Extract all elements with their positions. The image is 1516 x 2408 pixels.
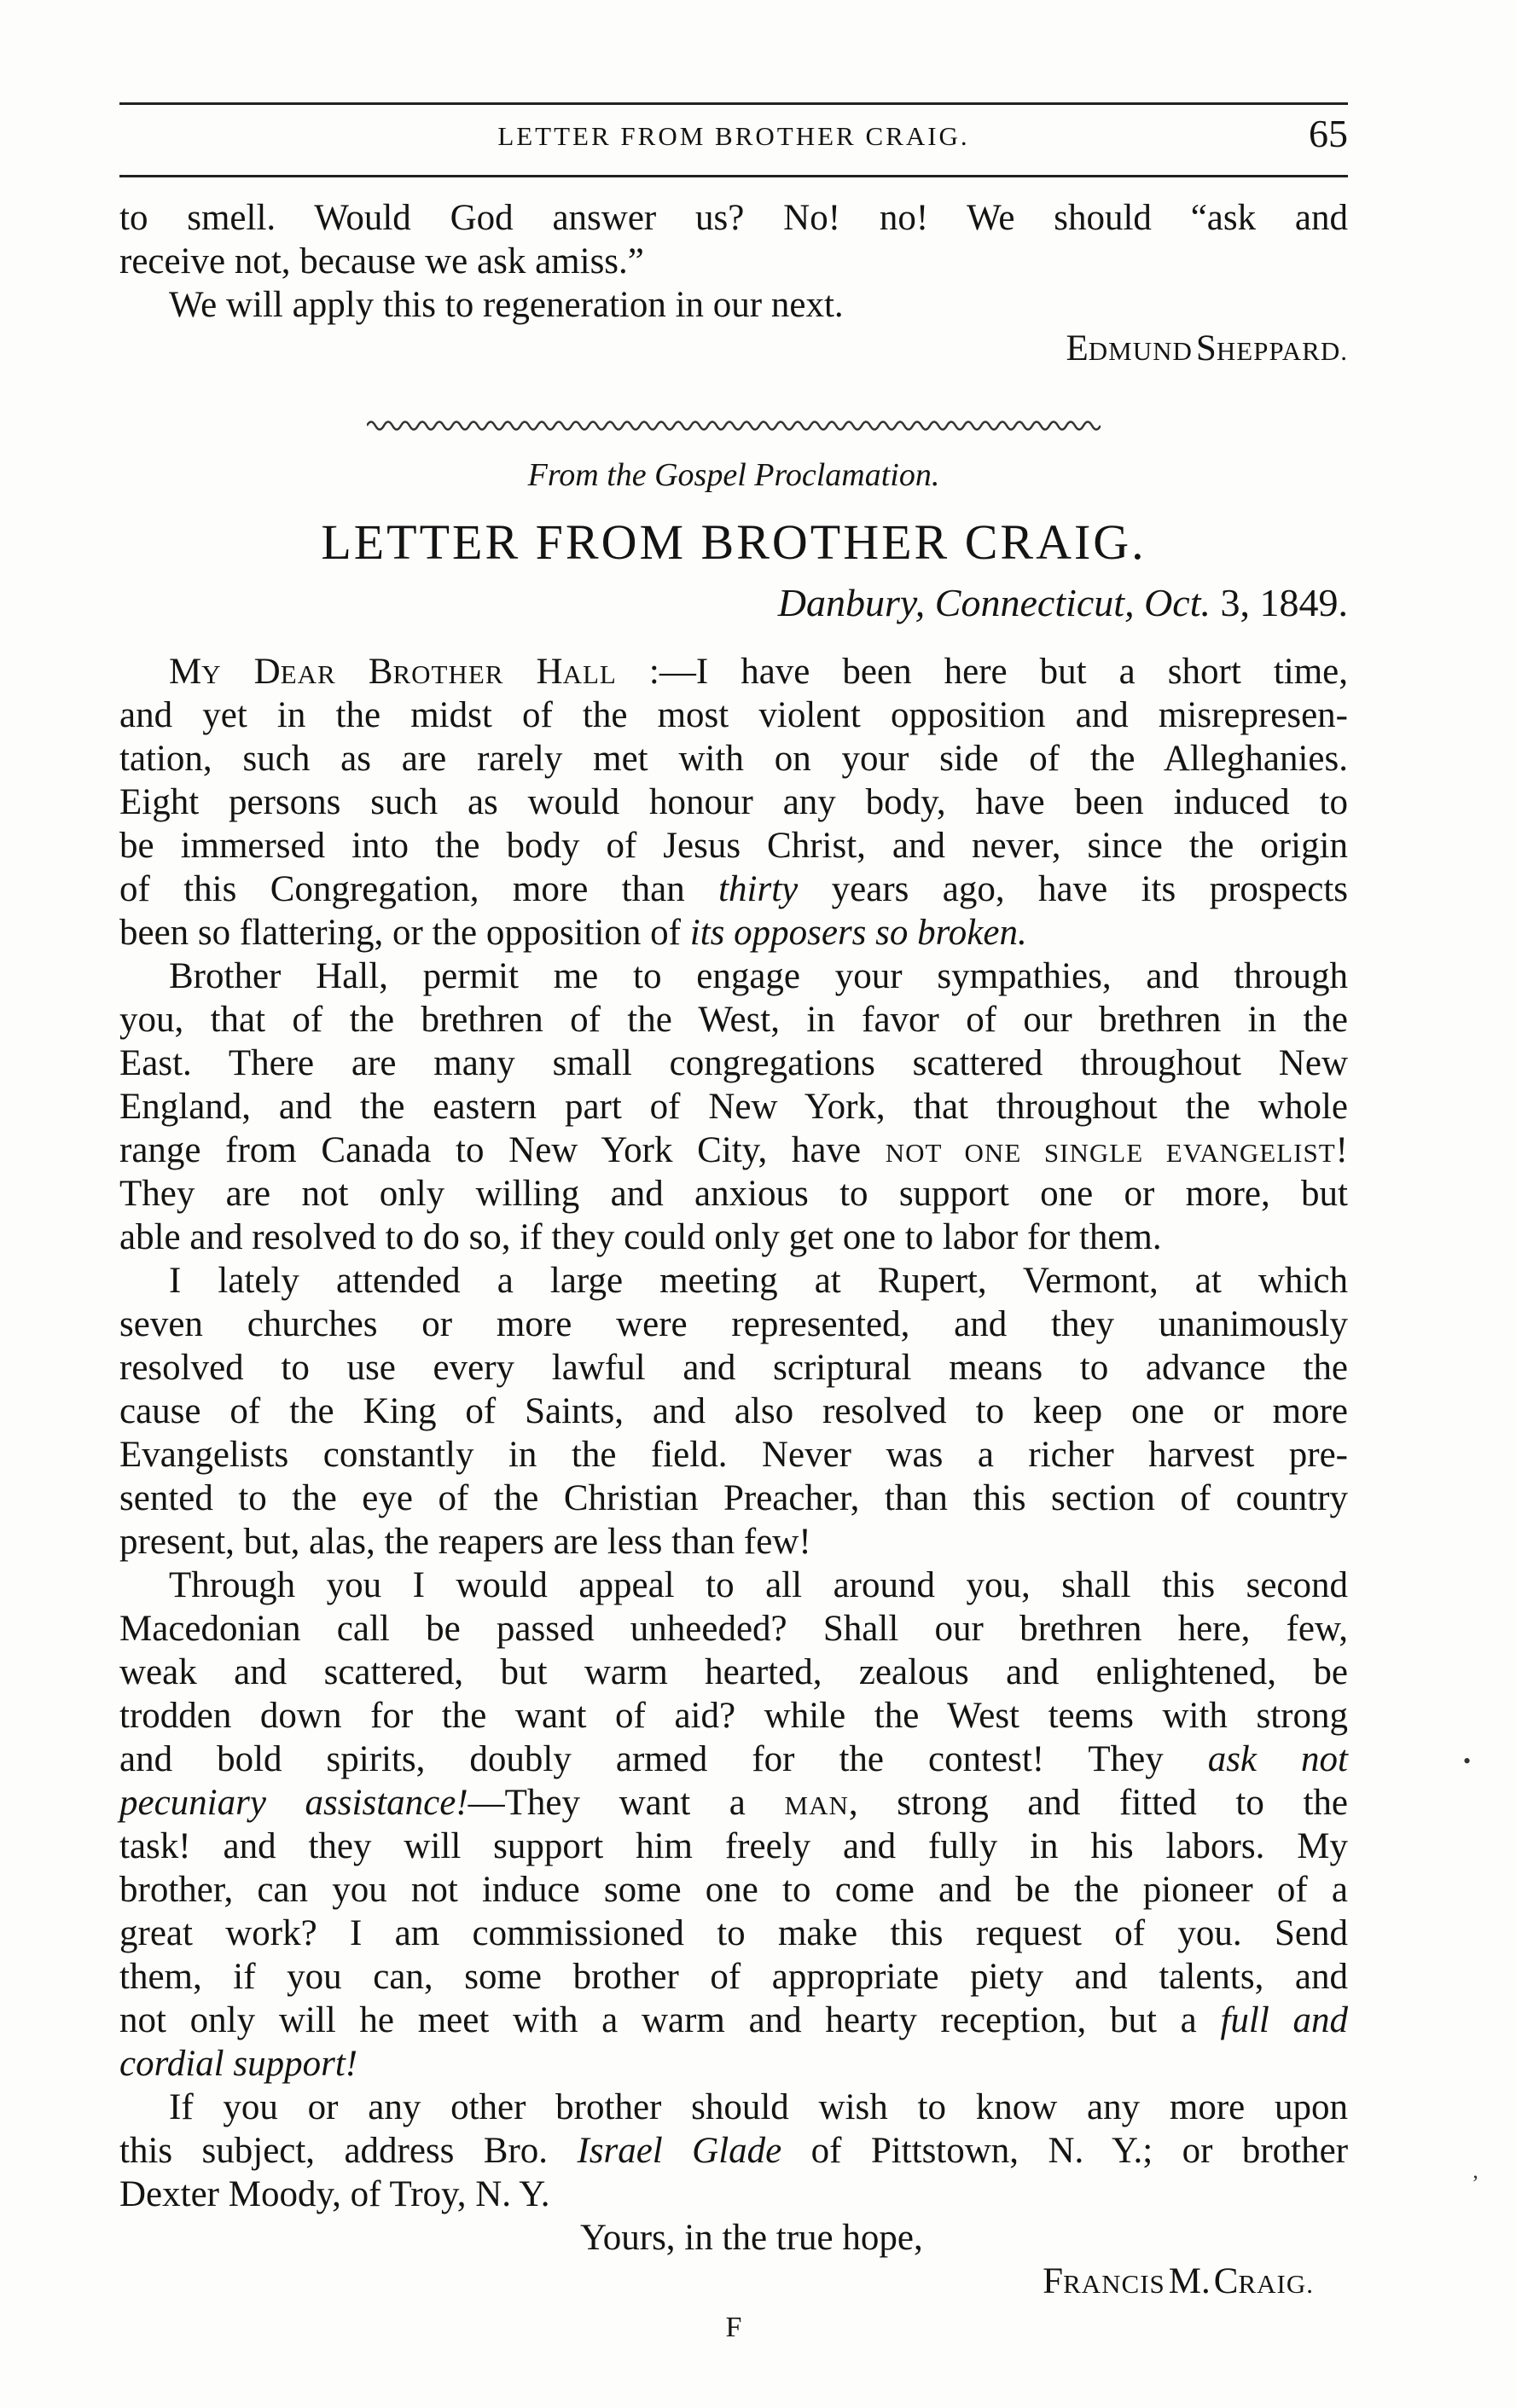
text-line: tation, such as are rarely met with on your side of the Alleghanies. [119,739,1348,779]
text-line: Brother Hall, permit me to engage your sympathies, and through [169,956,1348,996]
text-line: Dexter Moody, of Troy, N. Y. [119,2174,550,2214]
text-line: We will apply this to regeneration in our next. [169,285,844,325]
text-line: Macedonian call be passed unheeded? Shall our brethren here, few, [119,1609,1348,1649]
stray-mark: • [1463,1749,1472,1773]
text-line: not only will he meet with a warm and hearty reception, but a full and [119,2000,1348,2040]
closing-line: Yours, in the true hope, [580,2218,923,2258]
text-line: Eight persons such as would honour any body, have been induced to [119,782,1348,822]
text-line: brother, can you not induce some one to come and be the pioneer of a [119,1870,1348,1910]
text-line: present, but, alas, the reapers are less than few! [119,1522,811,1562]
source-note: From the Gospel Proclamation. [527,457,940,493]
text-line: been so flattering, or the opposition of its opposers so broken. [119,913,1027,953]
text-line: and yet in the midst of the most violent opposition and misrepresen- [119,695,1348,735]
text-line: be immersed into the body of Jesus Christ, and never, since the origin [119,826,1348,866]
text-line: Evangelists constantly in the field. Never was a richer harvest pre- [119,1435,1348,1475]
running-title: LETTER FROM BROTHER CRAIG. [497,121,970,151]
text-line: weak and scattered, but warm hearted, zealous and enlightened, be [119,1652,1348,1692]
salutation-line: MY DEAR BROTHER HALL :—I have been here but a short time, [169,652,1349,692]
text-line: task! and they will support him freely and fully in his labors. My [119,1826,1348,1866]
letter-title: LETTER FROM BROTHER CRAIG. [321,514,1147,570]
dateline: Danbury, Connecticut, Oct. 3, 1849. [777,581,1348,624]
text-line: you, that of the brethren of the West, in favor of our brethren in the [119,1000,1348,1040]
header-rule [119,175,1348,177]
text-line: pecuniary assistance!—They want a MAN, strong and fitted to the [119,1783,1348,1823]
wavy-divider [367,415,1101,436]
text-line: cordial support! [119,2044,358,2084]
text-line: to smell. Would God answer us? No! no! We should “ask and [119,198,1348,238]
text-line: and bold spirits, doubly armed for the contest! They ask not [119,1739,1348,1779]
text-line: East. There are many small congregations scattered throughout New [119,1043,1348,1083]
text-line: great work? I am commissioned to make this request of you. Send [119,1913,1348,1953]
top-rule [119,102,1348,105]
text-line: able and resolved to do so, if they could only get one to labor for them. [119,1217,1162,1257]
previous-article [119,196,1348,370]
text-line: this subject, address Bro. Israel Glade of Pittstown, N. Y.; or brother [119,2131,1349,2171]
letter-body [119,650,1348,2303]
text-line: sented to the eye of the Christian Preacher, than this section of country [119,1478,1348,1518]
text-line: of this Congregation, more than thirty years ago, have its prospects [119,869,1348,909]
previous-author: EDMUND SHEPPARD. [1066,328,1348,368]
text-line: range from Canada to New York City, have NOT ONE SINGLE EVANGELIST! [119,1130,1348,1170]
text-line: trodden down for the want of aid? while the West teems with strong [119,1696,1348,1736]
text-line: cause of the King of Saints, and also resolved to keep one or more [119,1391,1348,1431]
text-line: They are not only willing and anxious to support one or more, but [119,1174,1348,1214]
text-line: I lately attended a large meeting at Rupert, Vermont, at which [169,1261,1348,1301]
running-head [119,111,1348,162]
signature-mark: F [725,2312,742,2343]
text-line: them, if you can, some brother of appropriate piety and talents, and [119,1957,1348,1997]
text-line: If you or any other brother should wish to know any more upon [169,2087,1348,2127]
text-line: resolved to use every lawful and scriptural means to advance the [119,1348,1348,1388]
text-line: England, and the eastern part of New York, that throughout the whole [119,1087,1348,1127]
text-line: receive not, because we ask amiss.” [119,241,644,281]
text-line: seven churches or more were represented, and they unanimously [119,1304,1348,1344]
signature: FRANCIS M. CRAIG. [1043,2261,1314,2301]
text-line: Through you I would appeal to all around you, shall this second [169,1565,1348,1605]
stray-mark: ’ [1472,2171,1479,2196]
page-number: 65 [1309,112,1348,155]
